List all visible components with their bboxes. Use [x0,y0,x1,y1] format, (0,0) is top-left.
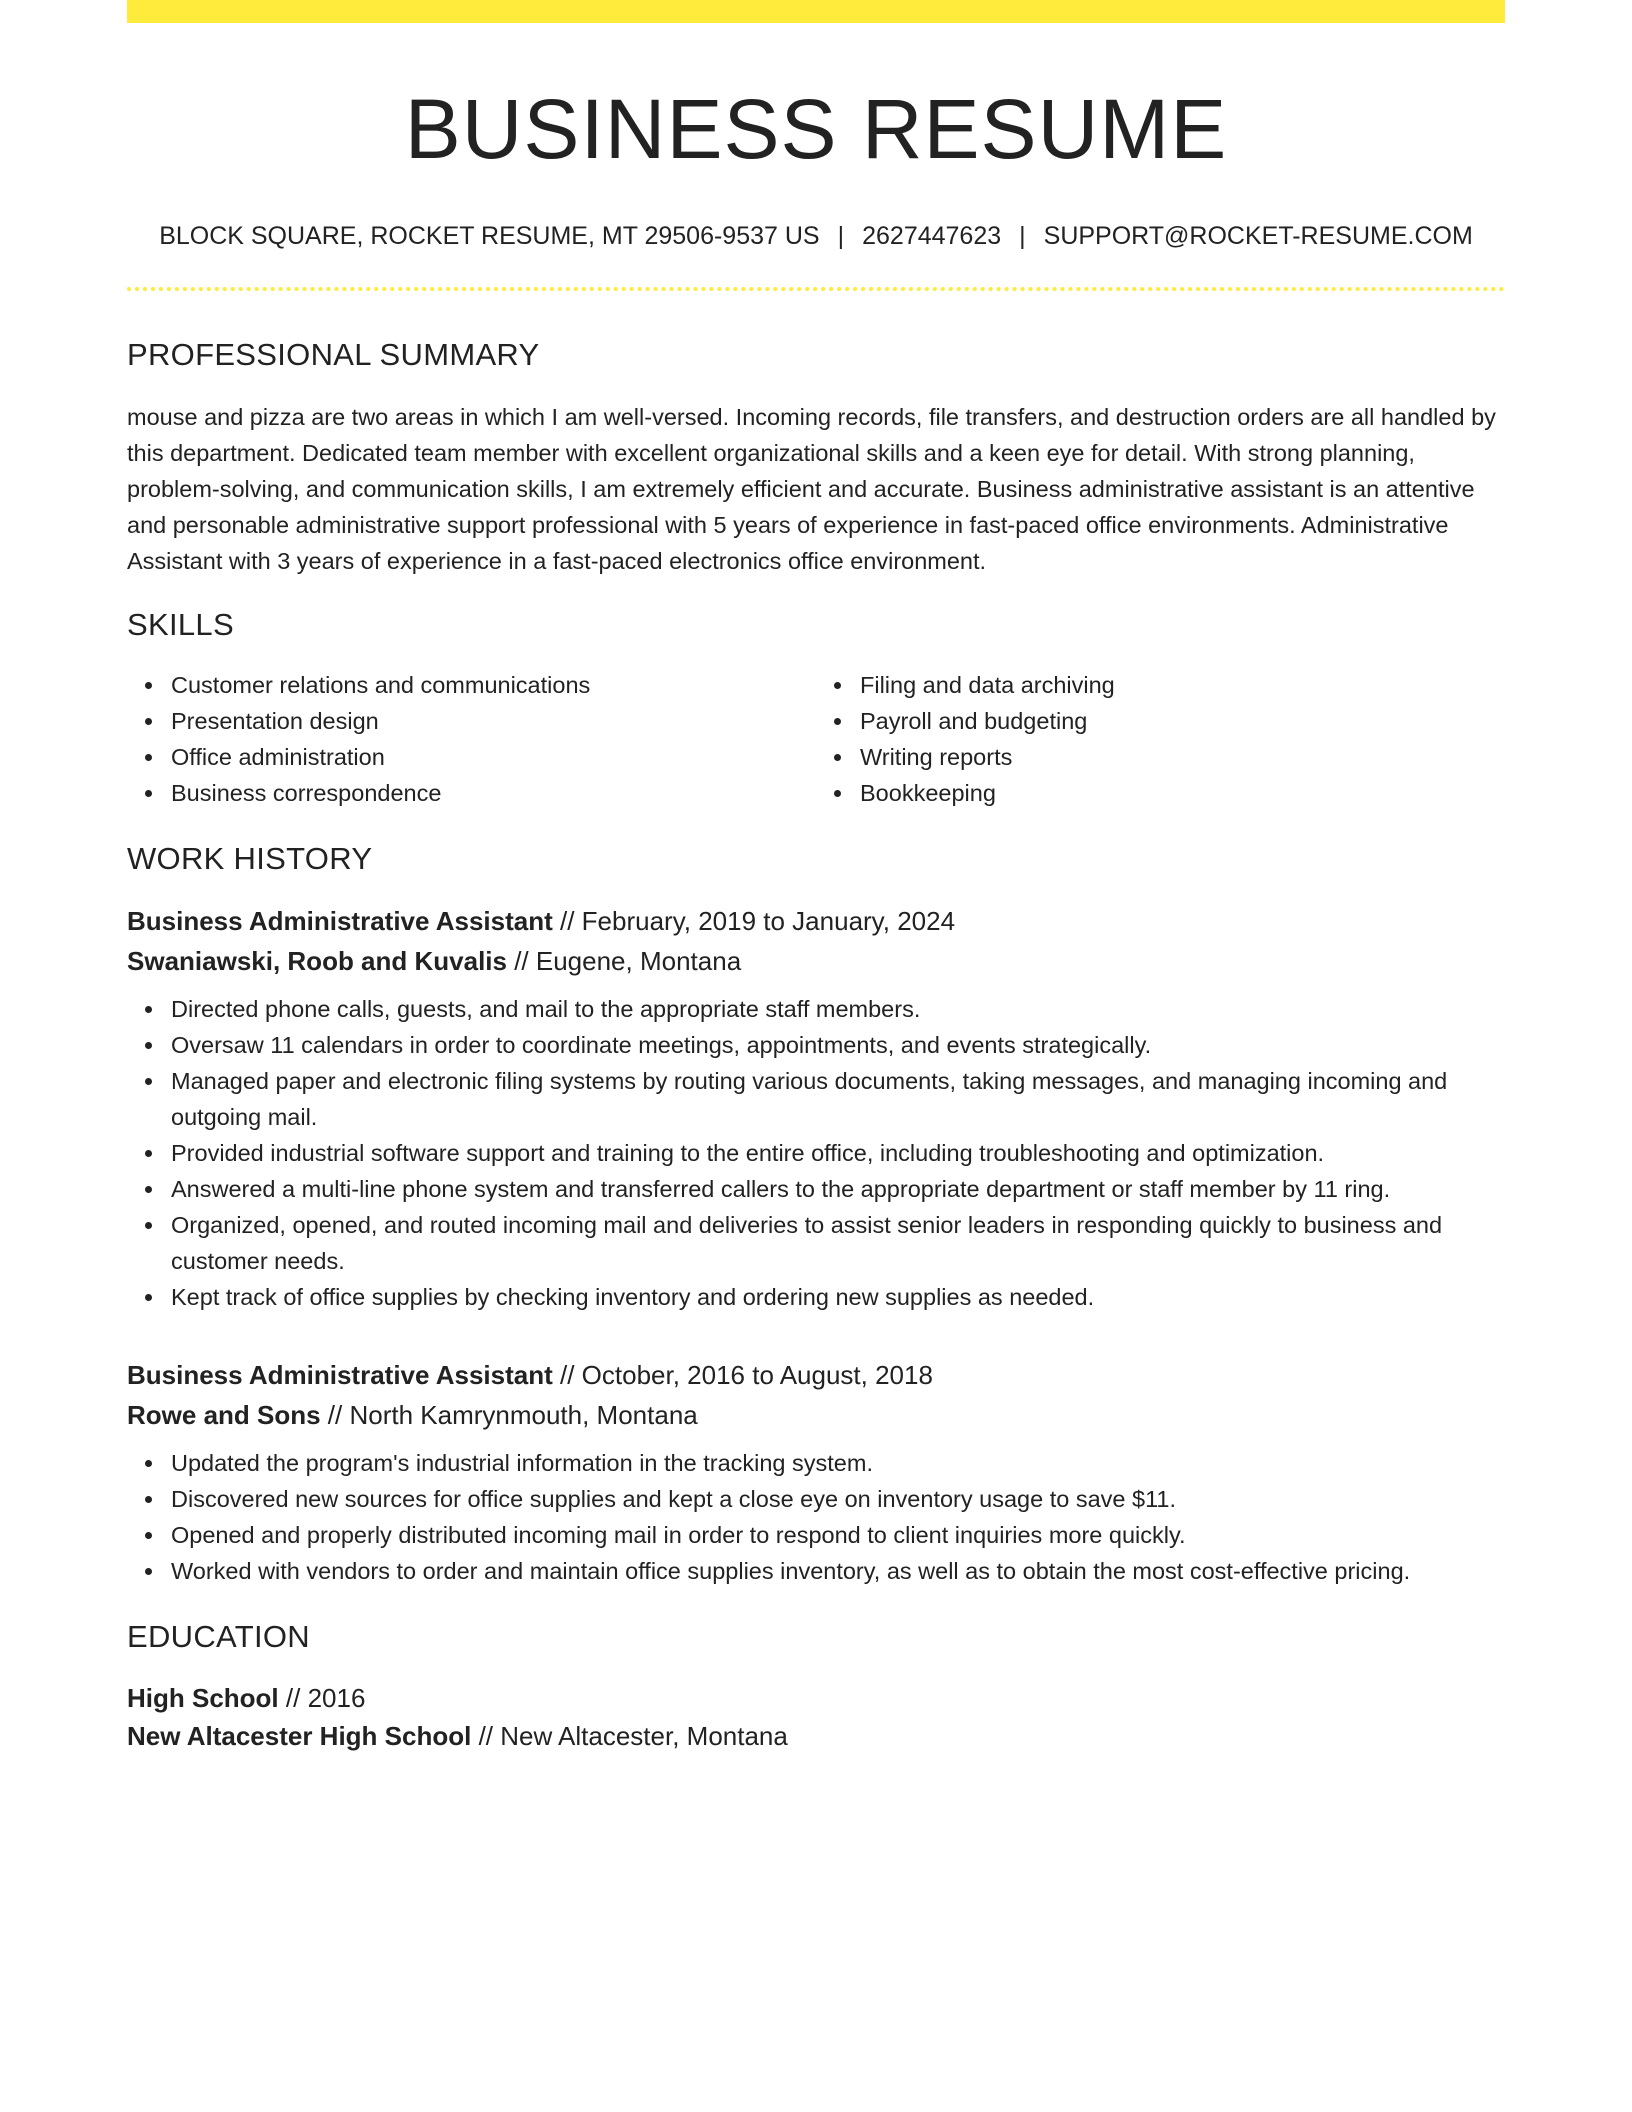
job-bullet: Kept track of office supplies by checking inventory and ordering new supplies as needed. [127,1279,1505,1315]
skill-item: Customer relations and communications [127,667,816,703]
contact-address: BLOCK SQUARE, ROCKET RESUME, MT 29506-9537 US [159,222,820,251]
job-entry [127,1355,1505,1589]
job-title-line [127,901,1505,941]
education-school-line [127,1717,1505,1755]
job-company-line [127,1395,1505,1435]
job-bullet: Organized, opened, and routed incoming mail and deliveries to assist senior leaders in responding quickly to business and customer needs. [127,1207,1505,1279]
skill-item: Filing and data archiving [816,667,1505,703]
skills-heading: SKILLS [127,607,234,643]
education-location: // New Altacester, Montana [471,1721,788,1752]
skills-list [127,667,1505,811]
job-bullets [127,991,1505,1315]
job-bullet: Oversaw 11 calendars in order to coordinate meetings, appointments, and events strategically. [127,1027,1505,1063]
contact-email: SUPPORT@ROCKET-RESUME.COM [1043,222,1473,251]
education-degree: High School [127,1683,279,1714]
job-bullet: Managed paper and electronic filing systems by routing various documents, taking messages, and managing incoming and outgoing mail. [127,1063,1505,1135]
skill-item: Writing reports [816,739,1505,775]
job-bullet: Directed phone calls, guests, and mail to the appropriate staff members. [127,991,1505,1027]
skill-item: Payroll and budgeting [816,703,1505,739]
contact-phone: 2627447623 [862,222,1002,251]
summary-heading: PROFESSIONAL SUMMARY [127,337,540,373]
skill-item: Office administration [127,739,816,775]
education-entry [127,1679,1505,1755]
skill-item: Business correspondence [127,775,816,811]
education-degree-line [127,1679,1505,1717]
job-location: // Eugene, Montana [506,946,742,977]
job-entry [127,901,1505,1315]
work-heading: WORK HISTORY [127,841,373,877]
job-dates: // February, 2019 to January, 2024 [552,906,956,937]
job-bullet: Opened and properly distributed incoming mail in order to respond to client inquiries more quickly. [127,1517,1505,1553]
job-company-line [127,941,1505,981]
skill-item: Presentation design [127,703,816,739]
contact-separator: | [1019,222,1026,251]
job-bullet: Discovered new sources for office supplies and kept a close eye on inventory usage to save $11. [127,1481,1505,1517]
job-title: Business Administrative Assistant [127,906,553,937]
job-bullets [127,1445,1505,1589]
dotted-divider [127,287,1505,291]
education-year: // 2016 [278,1683,366,1714]
education-school: New Altacester High School [127,1721,472,1752]
job-dates: // October, 2016 to August, 2018 [552,1360,933,1391]
job-bullet: Answered a multi-line phone system and transferred callers to the appropriate department or staff member by 11 ring. [127,1171,1505,1207]
job-title: Business Administrative Assistant [127,1360,553,1391]
contact-line [127,221,1505,251]
job-location: // North Kamrynmouth, Montana [320,1400,698,1431]
job-title-line [127,1355,1505,1395]
job-bullet: Worked with vendors to order and maintain office supplies inventory, as well as to obtain the most cost-effective pricing. [127,1553,1505,1589]
resume-title: BUSINESS RESUME [404,82,1228,176]
job-bullet: Provided industrial software support and training to the entire office, including troubleshooting and optimization. [127,1135,1505,1171]
education-heading: EDUCATION [127,1619,310,1655]
top-accent-bar [127,0,1505,23]
summary-text: mouse and pizza are two areas in which I am well-versed. Incoming records, file transfers, and destruction orders are all handled by this department. Dedicated team member with excellent organizational skills and a keen eye for detail. With strong planning, problem-solving, and communication skills, I am extremely efficient and accurate. Business administrative assistant is an attentive and personable administrative support professional with 5 years of experience in fast-paced office environments. Administrative Assistant with 3 years of experience in a fast-paced electronics office environment. [127,404,1496,575]
job-bullet: Updated the program's industrial information in the tracking system. [127,1445,1505,1481]
skills-column-right [816,667,1505,811]
job-company: Swaniawski, Roob and Kuvalis [127,946,507,977]
resume-page [127,0,1505,1755]
job-company: Rowe and Sons [127,1400,321,1431]
skill-item: Bookkeeping [816,775,1505,811]
skills-column-left [127,667,816,811]
contact-separator: | [837,222,845,251]
